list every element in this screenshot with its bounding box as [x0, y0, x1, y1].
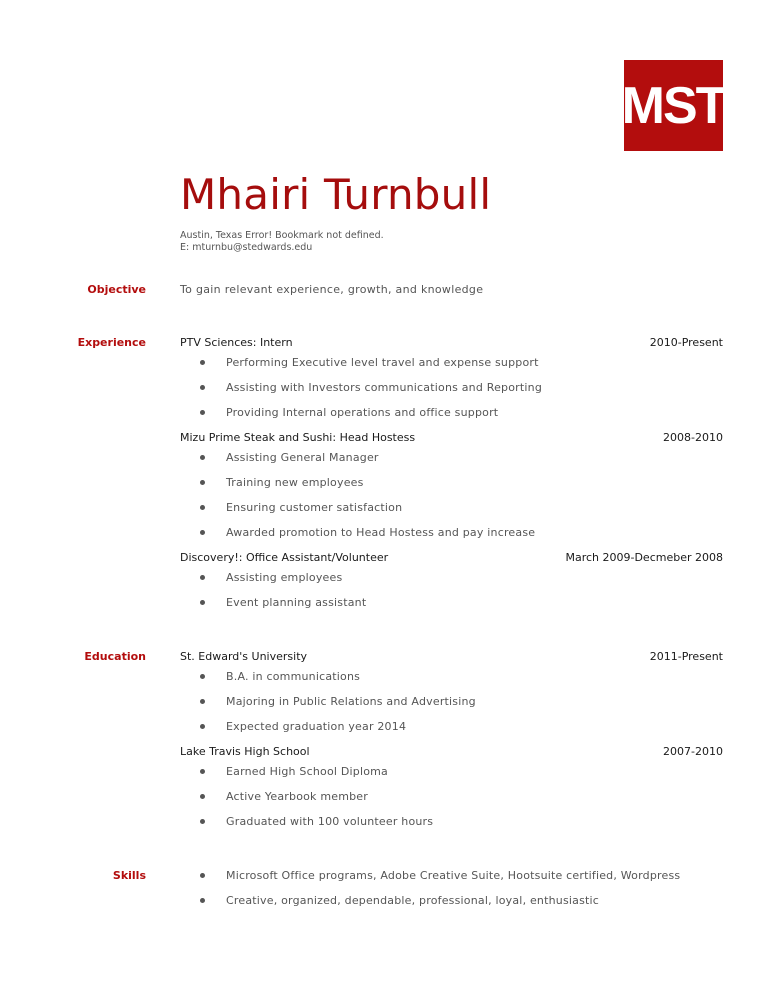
resume-name: Mhairi Turnbull: [180, 170, 492, 219]
bullet-icon: [200, 819, 205, 824]
skills-label: Skills: [112, 869, 146, 882]
bullet-icon: [200, 873, 205, 878]
school-date: 2011-Present: [649, 650, 723, 663]
bullet-icon: [200, 898, 205, 903]
objective-label: Objective: [87, 283, 146, 296]
logo-text: MST: [621, 76, 726, 135]
mst-logo: [621, 60, 726, 151]
bullet-icon: [200, 455, 205, 460]
job-date: March 2009-Decmeber 2008: [565, 551, 723, 564]
bullet-icon: [200, 530, 205, 535]
bullet-icon: [200, 410, 205, 415]
email-line: E: mturnbu@stedwards.edu: [180, 242, 313, 253]
job-date: 2010-Present: [649, 336, 723, 349]
bullet-icon: [200, 575, 205, 580]
job-title: Discovery!: Office Assistant/Volunteer: [180, 551, 389, 564]
job-title: PTV Sciences: Intern: [180, 336, 293, 349]
bullet-icon: [200, 674, 205, 679]
bullet-icon: [200, 480, 205, 485]
school-title: Lake Travis High School: [180, 745, 310, 758]
bullet-icon: [200, 360, 205, 365]
experience-label: Experience: [77, 336, 146, 349]
bullet-icon: [200, 794, 205, 799]
bullet-icon: [200, 600, 205, 605]
bullet-icon: [200, 724, 205, 729]
education-label: Education: [84, 650, 146, 663]
bullet-icon: [200, 699, 205, 704]
bullet-icon: [200, 385, 205, 390]
job-date: 2008-2010: [663, 431, 723, 444]
school-date: 2007-2010: [663, 745, 723, 758]
school-title: St. Edward's University: [180, 650, 308, 663]
job-title: Mizu Prime Steak and Sushi: Head Hostess: [180, 431, 416, 444]
bullet-icon: [200, 505, 205, 510]
objective-text: To gain relevant experience, growth, and knowledge: [180, 283, 484, 296]
bullet-icon: [200, 769, 205, 774]
address-line: Austin, Texas Error! Bookmark not defined.: [180, 230, 384, 241]
